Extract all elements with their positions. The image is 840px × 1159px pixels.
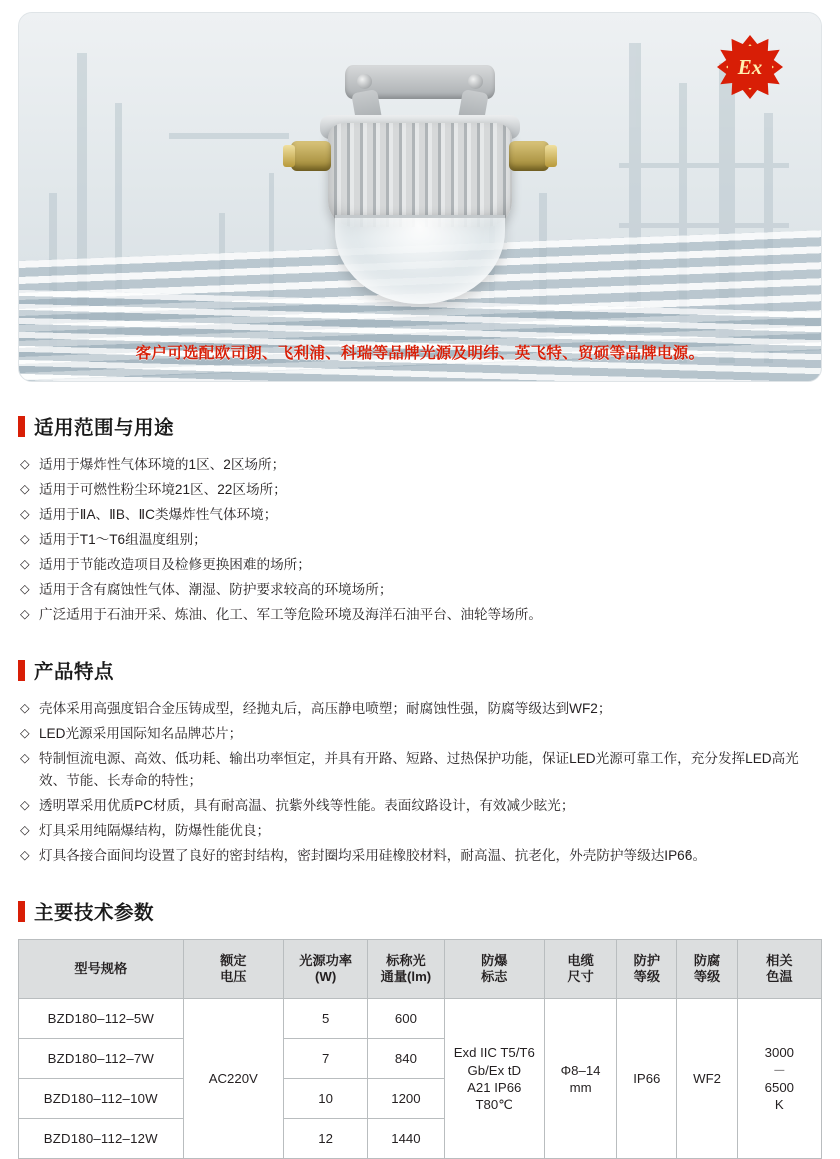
col-header-power-line1: 光源功率 (299, 952, 353, 968)
col-header-power-line2: (W) (315, 969, 337, 985)
heading-accent-bar (18, 901, 25, 922)
col-header-cct (737, 940, 821, 999)
col-header-voltage-line2: 电压 (220, 969, 247, 985)
explosion-proof-badge (717, 35, 783, 99)
list-item: ◇ 特制恒流电源、高效、低功耗、输出功率恒定，并具有开路、短路、过热保护功能，保证LED光源可靠工作，充分发挥LED高光效、节能、长寿命的特性； (20, 748, 820, 792)
cell-model: BZD180–112–7W (19, 1039, 184, 1079)
section-heading-features (18, 656, 822, 684)
hero-product-image (18, 12, 822, 382)
cct-line1: 3000 (764, 1045, 794, 1061)
col-header-lumen (368, 940, 444, 999)
scope-list (18, 454, 822, 626)
col-header-cct-line2: 色温 (766, 969, 793, 985)
cct-line4: K (774, 1096, 784, 1112)
col-header-ex-mark (444, 940, 544, 999)
list-item: ◇ 灯具采用纯隔爆结构，防爆性能优良； (20, 820, 820, 842)
cct-line2: － (772, 1062, 786, 1078)
list-item: ◇ 灯具各接合面间均设置了良好的密封结构，密封圈均采用硅橡胶材料，耐高温、抗老化，外壳防护等级达IP6ϐ。 (20, 845, 820, 867)
ex-mark-line1: Exd IIC T5/T6 (453, 1045, 535, 1061)
specifications-table (18, 939, 822, 1159)
list-item: ◇ 适用于可燃性粉尘环境21区、22区场所； (20, 479, 820, 501)
col-header-cable (544, 940, 616, 999)
col-header-lumen-line2: 通量(lm) (380, 969, 432, 985)
features-list (18, 698, 822, 867)
list-item: ◇ LED光源采用国际知名品牌芯片； (20, 723, 820, 745)
col-header-ex-mark-line1: 防爆 (481, 952, 508, 968)
list-item: ◇ 广泛适用于石油开采、炼油、化工、军工等危险环境及海洋石油平台、油轮等场所。 (20, 604, 820, 626)
list-item: ◇ 透明罩采用优质PC材质，具有耐高温、抗紫外线等性能。表面纹路设计，有效减少眩光； (20, 795, 820, 817)
col-header-model: 型号规格 (19, 940, 184, 999)
ex-mark-line3: A21 IP66 (467, 1079, 522, 1095)
section-heading-scope (18, 412, 822, 440)
col-header-lumen-line1: 标称光 (386, 952, 426, 968)
col-header-power (283, 940, 367, 999)
cable-line2: mm (569, 1079, 592, 1095)
lamp-pc-dome-cover (335, 215, 505, 304)
cell-power: 12 (283, 1119, 367, 1159)
cell-cct-merged (737, 999, 821, 1159)
cell-ex-mark-merged (444, 999, 544, 1159)
col-header-cable-line1: 电缆 (567, 952, 594, 968)
badge-label: Ex (737, 54, 763, 79)
cell-lumen: 1200 (368, 1079, 444, 1119)
cell-model: BZD180–112–12W (19, 1119, 184, 1159)
col-header-cable-line2: 尺寸 (567, 969, 594, 985)
list-item: ◇ 适用于ⅡA、ⅡB、ⅡC类爆炸性气体环境； (20, 504, 820, 526)
col-header-voltage-line1: 额定 (220, 952, 247, 968)
col-header-corrosion-line2: 等级 (693, 969, 721, 985)
cell-power: 5 (283, 999, 367, 1039)
section-title-scope: 适用范围与用途 (34, 417, 175, 439)
cell-power: 7 (283, 1039, 367, 1079)
col-header-ex-mark-line2: 标志 (481, 969, 508, 985)
product-datasheet-page (0, 12, 840, 1147)
cell-model: BZD180–112–10W (19, 1079, 184, 1119)
hero-caption: 客户可选配欧司朗、飞利浦、科瑞等品牌光源及明纬、英飞特、贸硕等品牌电源。 (135, 345, 705, 362)
list-item: ◇ 适用于节能改造项目及检修更换困难的场所； (20, 554, 820, 576)
cable-gland-left (291, 141, 331, 171)
cell-model: BZD180–112–5W (19, 999, 184, 1039)
cell-lumen: 600 (368, 999, 444, 1039)
list-item: ◇ 壳体采用高强度铝合金压铸成型，经抛丸后，高压静电喷塑；耐腐蚀性强，防腐等级达到WF2； (20, 698, 820, 720)
cct-line3: 6500 (764, 1079, 794, 1095)
heading-accent-bar (18, 660, 25, 681)
table-body (19, 999, 822, 1159)
cell-power: 10 (283, 1079, 367, 1119)
list-item: ◇ 适用于含有腐蚀性气体、潮湿、防护要求较高的环境场所； (20, 579, 820, 601)
col-header-ip-line2: 等级 (633, 969, 661, 985)
col-header-ip-line1: 防护 (633, 952, 661, 968)
ex-mark-line4: T80℃ (475, 1096, 514, 1112)
col-header-voltage (183, 940, 283, 999)
cell-lumen: 840 (368, 1039, 444, 1079)
list-item: ◇ 适用于T1～T6组温度组别； (20, 529, 820, 551)
heading-accent-bar (18, 416, 25, 437)
cell-cable-merged (544, 999, 616, 1159)
cell-corrosion-merged: WF2 (677, 999, 737, 1159)
cell-ip-merged: IP66 (617, 999, 677, 1159)
lamp-finned-housing (328, 123, 512, 227)
col-header-ip (617, 940, 677, 999)
table-header-row (19, 940, 822, 999)
col-header-corrosion-line1: 防腐 (693, 952, 721, 968)
led-explosion-proof-lamp-illustration (289, 65, 551, 305)
section-heading-specs (18, 897, 822, 925)
cable-line1: Φ8–14 (560, 1062, 601, 1078)
cell-voltage-merged: AC220V (183, 999, 283, 1159)
ex-mark-line2: Gb/Ex tD (467, 1062, 522, 1078)
section-title-features: 产品特点 (34, 661, 115, 684)
table-row (19, 999, 822, 1039)
table-header (19, 940, 822, 999)
col-header-cct-line1: 相关 (766, 952, 793, 968)
cell-lumen: 1440 (368, 1119, 444, 1159)
cable-gland-right (509, 141, 549, 171)
section-title-specs: 主要技术参数 (34, 902, 155, 925)
list-item: ◇ 适用于爆炸性气体环境的1区、2区场所； (20, 454, 820, 476)
col-header-corrosion (677, 940, 737, 999)
